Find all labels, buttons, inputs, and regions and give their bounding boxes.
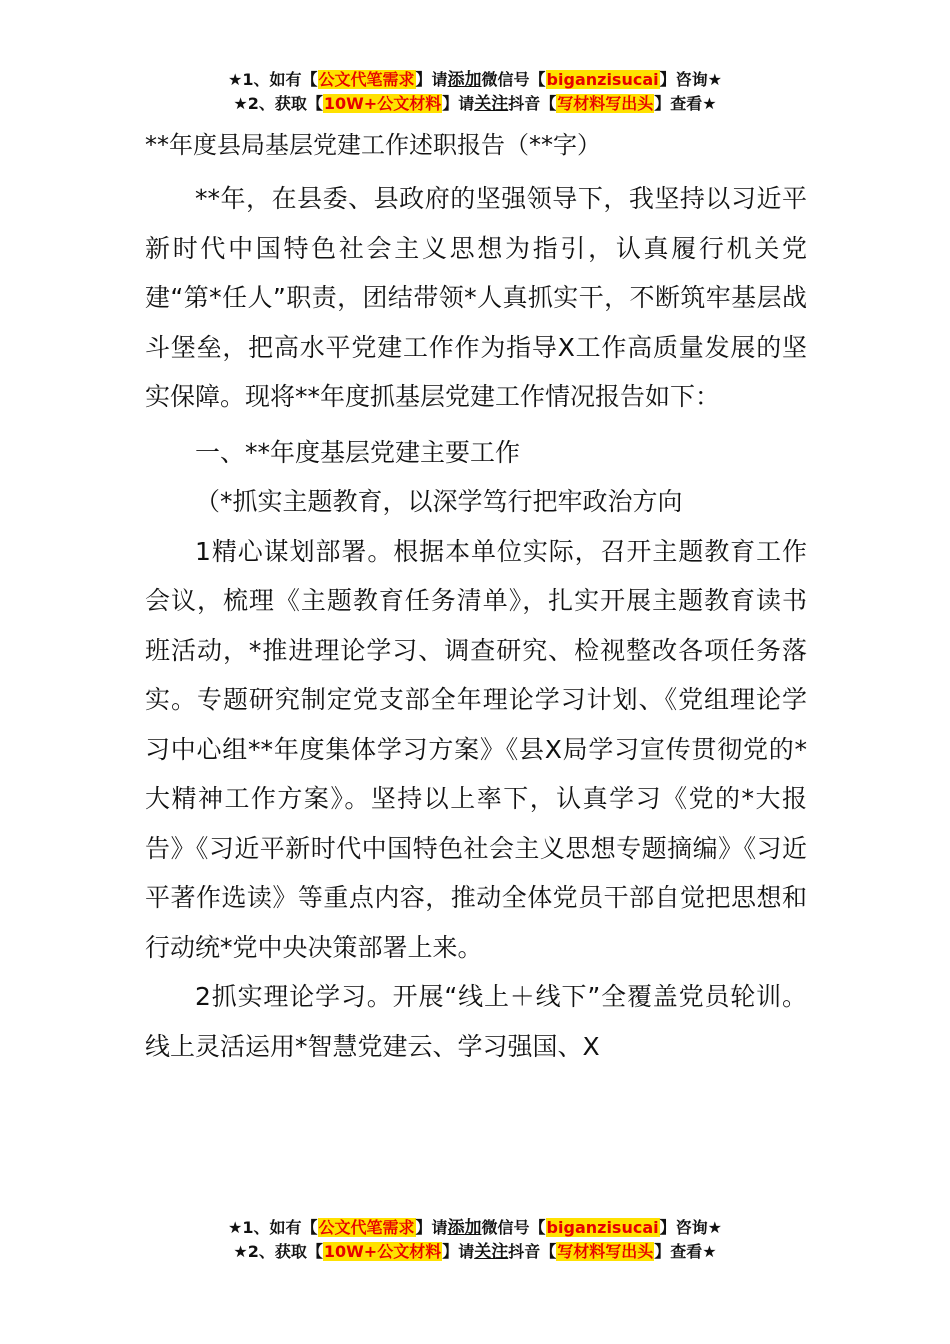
banner-text: 微信号【 bbox=[481, 70, 546, 89]
banner-text: ★2、获取【 bbox=[233, 94, 323, 113]
banner-line-1 bbox=[0, 68, 950, 92]
banner-highlight: 写材料写出头 bbox=[557, 94, 654, 113]
banner-text: ★1、如有【 bbox=[228, 1218, 318, 1237]
banner-text: 】请 bbox=[415, 70, 448, 89]
banner-highlight: 10W+公文材料 bbox=[323, 1242, 442, 1261]
banner-highlight: 公文代笔需求 bbox=[318, 1218, 415, 1237]
banner-wechat-id: biganzisucai bbox=[546, 70, 659, 89]
banner-text: 】查看★ bbox=[654, 1242, 717, 1261]
banner-text: ★1、如有【 bbox=[228, 70, 318, 89]
section-heading: 一、**年度基层党建主要工作 bbox=[195, 437, 521, 467]
paragraph-item-1: 1精心谋划部署。根据本单位实际，召开主题教育工作会议，梳理《主题教育任务清单》，扎实开展主题教育读书班活动，*推进理论学习、调查研究、检视整改各项任务落实。专题研究制定党支部全年理论学习计划、《党组理论学习中心组**年度集体学习方案》《县X局学习宣传贯彻党的*大精神工作方案》。坚持以上率下，认真学习《党的*大报告》《习近平新时代中国特色社会主义思想专题摘编》《习近平著作选读》等重点内容，推动全体党员干部自觉把思想和行动统*党中央决策部署上来。 bbox=[145, 536, 807, 962]
banner-highlight: 10W+公文材料 bbox=[323, 94, 442, 113]
subsection-heading: （*抓实主题教育，以深学笃行把牢政治方向 bbox=[195, 487, 683, 516]
banner-wechat-id: biganzisucai bbox=[546, 1218, 659, 1237]
banner-text: 】请 bbox=[415, 1218, 448, 1237]
paragraph-item-2: 2抓实理论学习。开展“线上＋线下”全覆盖党员轮训。线上灵活运用*智慧党建云、学习强国、X bbox=[145, 982, 807, 1061]
footer-banner bbox=[0, 1216, 950, 1264]
banner-text: 】请 bbox=[442, 94, 475, 113]
paragraph-intro: **年，在县委、县政府的坚强领导下，我坚持以习近平新时代中国特色社会主义思想为指引，认真履行机关党建“第*任人”职责，团结带领*人真抓实干，不断筑牢基层战斗堡垒，把高水平党建工作作为指导X工作高质量发展的坚实保障。现将**年度抓基层党建工作情况报告如下： bbox=[145, 184, 807, 411]
banner-line-1 bbox=[0, 1216, 950, 1240]
banner-underline-text: 关注 bbox=[474, 1242, 509, 1262]
banner-text: 微信号【 bbox=[481, 1218, 546, 1237]
banner-highlight: 公文代笔需求 bbox=[318, 70, 415, 89]
document-body bbox=[145, 124, 807, 1071]
banner-text: 】咨询★ bbox=[659, 1218, 722, 1237]
banner-highlight: 写材料写出头 bbox=[557, 1242, 654, 1261]
banner-text: 抖音【 bbox=[508, 1242, 557, 1261]
banner-underline-text: 添加 bbox=[447, 70, 482, 90]
banner-text: 抖音【 bbox=[508, 94, 557, 113]
banner-text: 】请 bbox=[442, 1242, 475, 1261]
document-title: **年度县局基层党建工作述职报告（**字） bbox=[145, 131, 601, 159]
header-banner bbox=[0, 68, 950, 116]
banner-text: ★2、获取【 bbox=[233, 1242, 323, 1261]
banner-underline-text: 添加 bbox=[447, 1218, 482, 1238]
banner-underline-text: 关注 bbox=[474, 94, 509, 114]
banner-text: 】咨询★ bbox=[659, 70, 722, 89]
banner-line-2 bbox=[0, 1240, 950, 1264]
banner-text: 】查看★ bbox=[654, 94, 717, 113]
banner-line-2 bbox=[0, 92, 950, 116]
